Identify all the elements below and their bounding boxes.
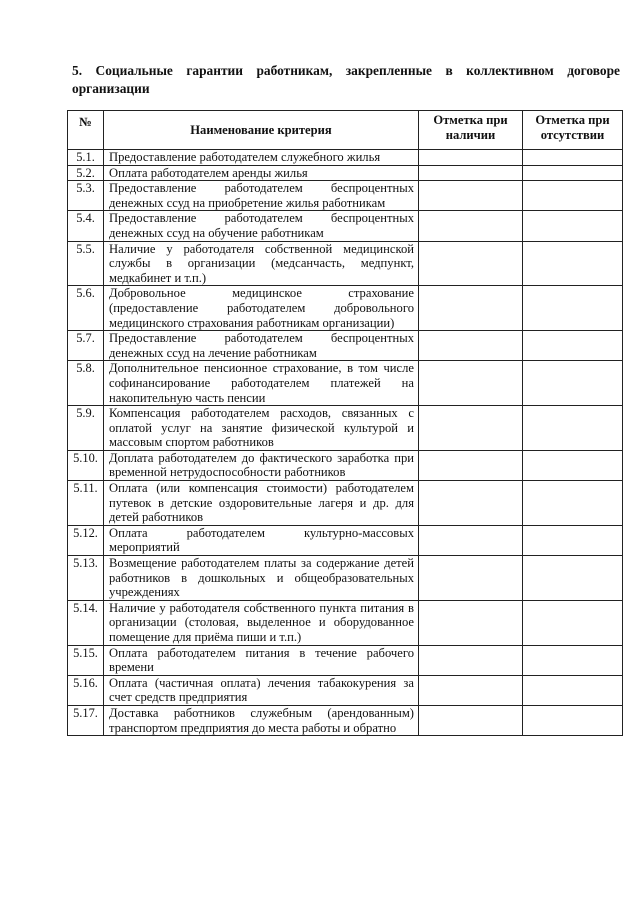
criterion-name: Наличие у работодателя собственного пункта питания в организации (столовая, выделенное и оборудованное помещение для приёма пиши и т.п.) — [104, 600, 419, 645]
mark-present-cell[interactable] — [419, 361, 523, 406]
table-row — [68, 600, 623, 645]
criterion-name: Предоставление работодателем беспроцентных денежных ссуд на обучение работникам — [104, 211, 419, 241]
criterion-name: Оплата (или компенсация стоимости) работодателем путевок в детские оздоровительные лагеря и др. для детей работников — [104, 481, 419, 526]
mark-absent-cell[interactable] — [523, 211, 623, 241]
mark-present-cell[interactable] — [419, 165, 523, 181]
table-row — [68, 525, 623, 555]
criterion-name: Предоставление работодателем беспроцентных денежных ссуд на лечение работникам — [104, 331, 419, 361]
criterion-name: Компенсация работодателем расходов, связанных с оплатой услуг на занятие физической культурой и массовым спортом работников — [104, 406, 419, 451]
row-number: 5.3. — [68, 181, 104, 211]
criterion-name: Предоставление работодателем служебного жилья — [104, 150, 419, 166]
table-row — [68, 241, 623, 286]
criterion-name: Дополнительное пенсионное страхование, в том числе софинансирование работодателем платежей на накопительную часть пенсии — [104, 361, 419, 406]
table-row — [68, 705, 623, 735]
mark-absent-cell[interactable] — [523, 181, 623, 211]
mark-absent-cell[interactable] — [523, 705, 623, 735]
mark-absent-cell[interactable] — [523, 286, 623, 331]
row-number: 5.9. — [68, 406, 104, 451]
mark-present-cell[interactable] — [419, 600, 523, 645]
table-row — [68, 181, 623, 211]
mark-absent-cell[interactable] — [523, 150, 623, 166]
row-number: 5.1. — [68, 150, 104, 166]
mark-present-cell[interactable] — [419, 150, 523, 166]
mark-present-cell[interactable] — [419, 331, 523, 361]
row-number: 5.13. — [68, 556, 104, 601]
row-number: 5.8. — [68, 361, 104, 406]
mark-absent-cell[interactable] — [523, 481, 623, 526]
mark-present-cell[interactable] — [419, 450, 523, 480]
mark-absent-cell[interactable] — [523, 556, 623, 601]
table-row — [68, 331, 623, 361]
mark-absent-cell[interactable] — [523, 406, 623, 451]
criterion-name: Оплата работодателем культурно-массовых мероприятий — [104, 525, 419, 555]
table-row — [68, 361, 623, 406]
criterion-name: Доплата работодателем до фактического заработка при временной нетрудоспособности работников — [104, 450, 419, 480]
mark-present-cell[interactable] — [419, 645, 523, 675]
mark-absent-cell[interactable] — [523, 331, 623, 361]
row-number: 5.7. — [68, 331, 104, 361]
row-number: 5.10. — [68, 450, 104, 480]
criterion-name: Возмещение работодателем платы за содержание детей работников в дошкольных и общеобразовательных учреждениях — [104, 556, 419, 601]
table-row — [68, 556, 623, 601]
criterion-name: Доставка работников служебным (арендованным) транспортом предприятия до места работы и обратно — [104, 705, 419, 735]
mark-present-cell[interactable] — [419, 481, 523, 526]
row-number: 5.15. — [68, 645, 104, 675]
mark-absent-cell[interactable] — [523, 600, 623, 645]
row-number: 5.14. — [68, 600, 104, 645]
table-row — [68, 406, 623, 451]
row-number: 5.16. — [68, 675, 104, 705]
mark-absent-cell[interactable] — [523, 675, 623, 705]
header-mark-absent: Отметка при отсутствии — [523, 111, 623, 150]
mark-present-cell[interactable] — [419, 241, 523, 286]
table-row — [68, 165, 623, 181]
table-header-row — [68, 111, 623, 150]
table-row — [68, 286, 623, 331]
mark-present-cell[interactable] — [419, 406, 523, 451]
row-number: 5.6. — [68, 286, 104, 331]
mark-absent-cell[interactable] — [523, 645, 623, 675]
mark-present-cell[interactable] — [419, 525, 523, 555]
mark-present-cell[interactable] — [419, 286, 523, 331]
criterion-name: Оплата (частичная оплата) лечения табакокурения за счет средств предприятия — [104, 675, 419, 705]
table-row — [68, 481, 623, 526]
mark-present-cell[interactable] — [419, 211, 523, 241]
table-row — [68, 150, 623, 166]
mark-present-cell[interactable] — [419, 181, 523, 211]
mark-absent-cell[interactable] — [523, 165, 623, 181]
mark-present-cell[interactable] — [419, 675, 523, 705]
header-criterion-name: Наименование критерия — [104, 111, 419, 150]
row-number: 5.17. — [68, 705, 104, 735]
table-row — [68, 645, 623, 675]
mark-absent-cell[interactable] — [523, 241, 623, 286]
header-number: № — [68, 111, 104, 150]
criterion-name: Предоставление работодателем беспроцентных денежных ссуд на приобретение жилья работникам — [104, 181, 419, 211]
row-number: 5.12. — [68, 525, 104, 555]
mark-absent-cell[interactable] — [523, 525, 623, 555]
row-number: 5.5. — [68, 241, 104, 286]
criterion-name: Оплата работодателем питания в течение рабочего времени — [104, 645, 419, 675]
row-number: 5.11. — [68, 481, 104, 526]
criterion-name: Наличие у работодателя собственной медицинской службы в организации (медсанчасть, медпункт, медкабинет и т.п.) — [104, 241, 419, 286]
table-row — [68, 675, 623, 705]
mark-absent-cell[interactable] — [523, 361, 623, 406]
criterion-name: Оплата работодателем аренды жилья — [104, 165, 419, 181]
header-mark-present: Отметка при наличии — [419, 111, 523, 150]
criteria-table — [67, 110, 623, 736]
table-row — [68, 450, 623, 480]
mark-absent-cell[interactable] — [523, 450, 623, 480]
row-number: 5.4. — [68, 211, 104, 241]
table-row — [68, 211, 623, 241]
row-number: 5.2. — [68, 165, 104, 181]
section-heading: 5. Социальные гарантии работникам, закрепленные в коллективном договоре организации — [72, 63, 620, 96]
mark-present-cell[interactable] — [419, 556, 523, 601]
criterion-name: Добровольное медицинское страхование (предоставление работодателем добровольного медицинского страхования работникам организации) — [104, 286, 419, 331]
mark-present-cell[interactable] — [419, 705, 523, 735]
